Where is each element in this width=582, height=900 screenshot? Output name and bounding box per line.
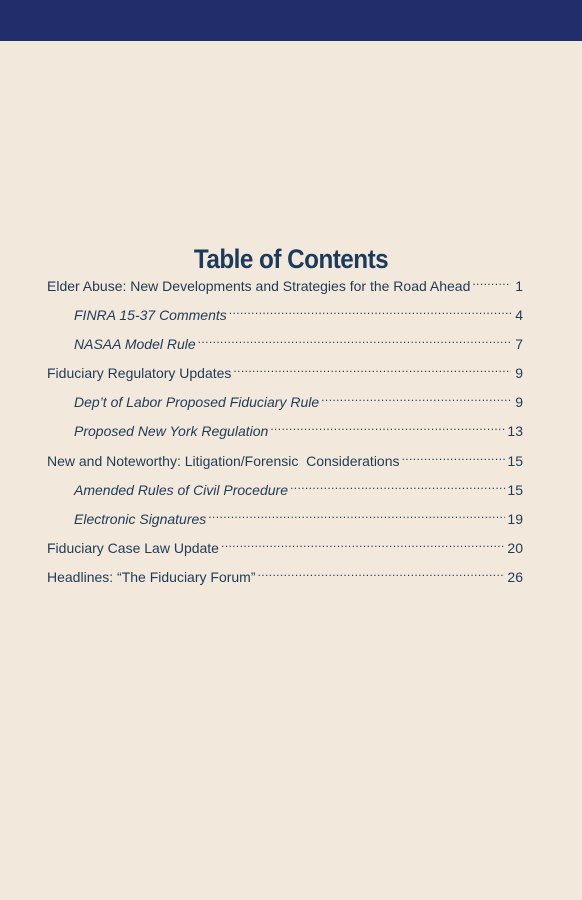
toc-dot-leader [221, 533, 505, 553]
toc-subentry[interactable] [47, 387, 523, 416]
toc-page-number: 9 [515, 365, 523, 382]
toc-entry-label: Elder Abuse: New Developments and Strategies for the Road Ahead [47, 278, 471, 294]
toc-entry-label: Fiduciary Regulatory Updates [47, 365, 232, 382]
toc-entry[interactable] [47, 358, 523, 387]
toc-entry-label: Amended Rules of Civil Procedure [74, 481, 288, 498]
toc-page-number: 15 [507, 452, 523, 469]
toc-page-number: 20 [507, 539, 523, 556]
toc-entry-label: Electronic Signatures [74, 510, 207, 527]
toc-dot-leader [402, 446, 506, 466]
toc-page-number: 26 [507, 568, 523, 585]
toc-dot-leader [472, 271, 511, 291]
toc-subentry[interactable] [47, 416, 523, 445]
toc-subentry[interactable] [47, 300, 523, 329]
toc-dot-leader [233, 358, 511, 378]
toc-page-number: 1 [515, 278, 523, 294]
table-of-contents [47, 271, 523, 591]
toc-dot-leader [198, 329, 511, 349]
toc-entry[interactable] [47, 533, 523, 562]
toc-dot-leader [258, 562, 506, 582]
toc-entry-label: Headlines: “The Fiduciary Forum” [47, 568, 256, 585]
toc-subentry[interactable] [47, 475, 523, 504]
toc-entry-label: New and Noteworthy: Litigation/Forensic Considerations [47, 452, 400, 469]
toc-page-number: 15 [507, 481, 523, 498]
toc-dot-leader [229, 300, 511, 320]
toc-entry-label: NASAA Model Rule [74, 336, 196, 353]
toc-entry-label: FINRA 15-37 Comments [74, 307, 227, 324]
toc-dot-leader [270, 416, 505, 436]
toc-page-number: 9 [515, 394, 523, 411]
toc-page-number: 13 [507, 423, 523, 440]
toc-page-number: 7 [515, 336, 523, 353]
toc-dot-leader [208, 504, 505, 524]
toc-dot-leader [321, 387, 511, 407]
page-title: Table of Contents [193, 244, 389, 275]
toc-page-number: 4 [515, 307, 523, 324]
toc-entry[interactable] [47, 446, 523, 475]
toc-subentry[interactable] [47, 504, 523, 533]
toc-entry-label: Fiduciary Case Law Update [47, 539, 219, 556]
header-band [0, 0, 582, 41]
toc-entry[interactable] [47, 562, 523, 591]
toc-page-number: 19 [507, 510, 523, 527]
toc-entry[interactable] [47, 271, 523, 300]
toc-subentry[interactable] [47, 329, 523, 358]
toc-dot-leader [290, 475, 505, 495]
toc-entry-label: Proposed New York Regulation [74, 423, 269, 440]
toc-entry-label: Dep’t of Labor Proposed Fiduciary Rule [74, 394, 320, 411]
